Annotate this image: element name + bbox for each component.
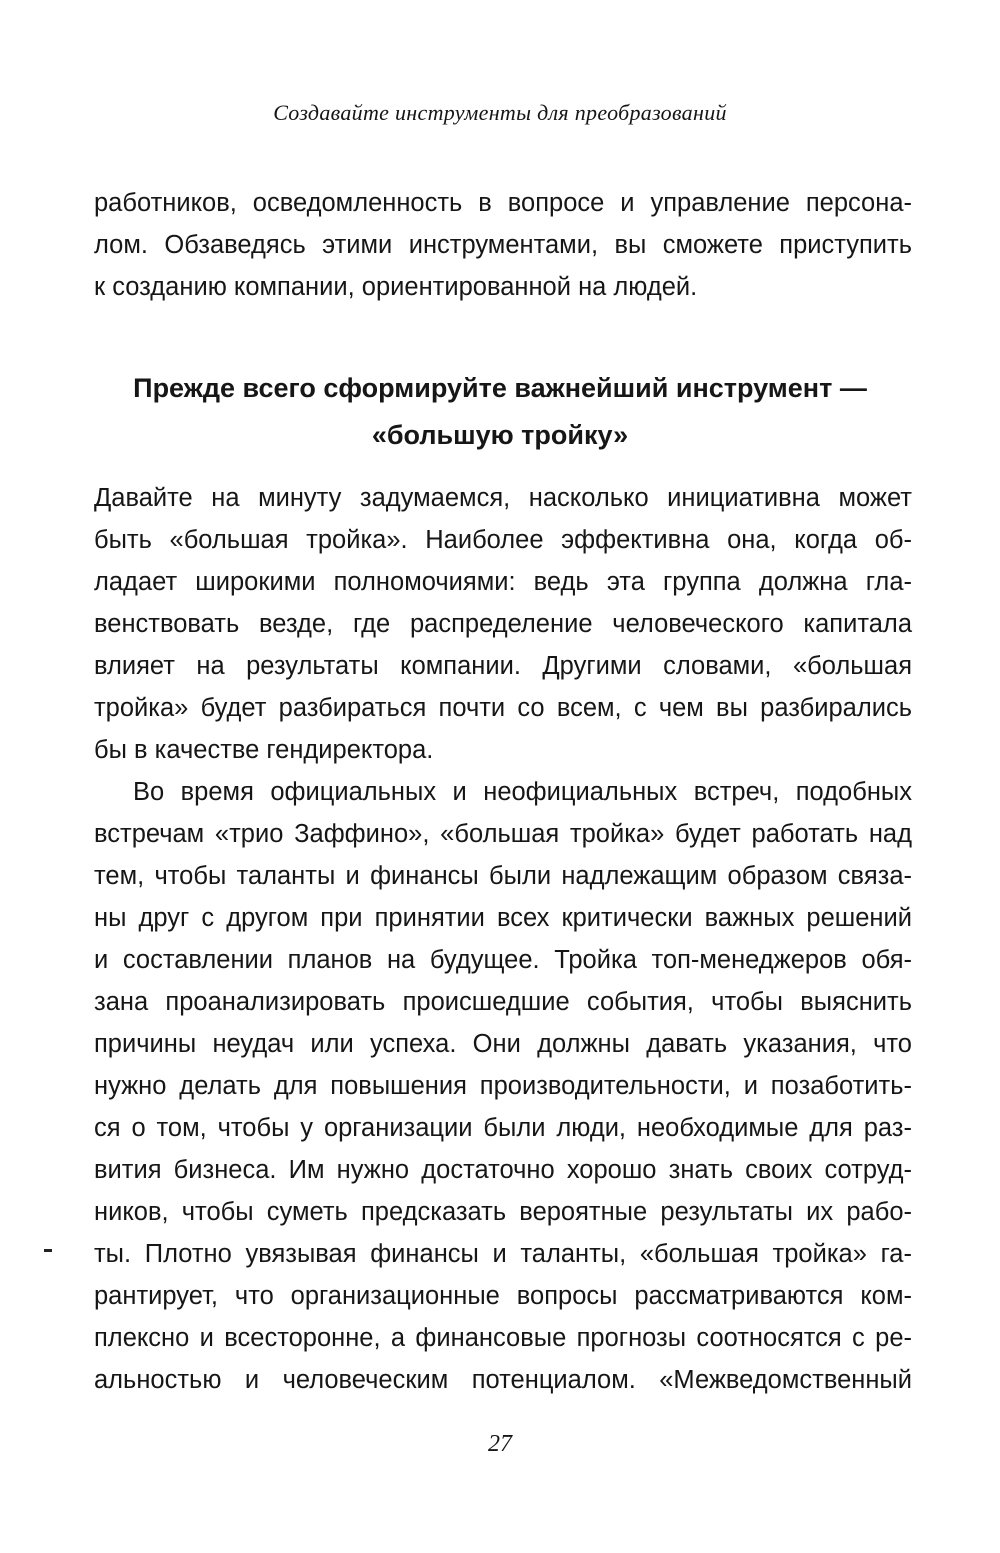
page-number: 27 bbox=[488, 1431, 512, 1457]
paragraph-line: тройка» будет разбираться почти со всем, с чем вы разбирались bbox=[94, 694, 912, 722]
paragraph-line: ся о том, чтобы у организации были люди, необходимые для раз- bbox=[94, 1114, 912, 1142]
paragraph-line: бы в качестве гендиректора. bbox=[94, 736, 434, 764]
intro-line: работников, осведомленность в вопросе и управление персона- bbox=[94, 189, 912, 217]
paragraph-line: Давайте на минуту задумаемся, насколько инициативна может bbox=[94, 484, 912, 512]
paragraph-line: плексно и всесторонне, а финансовые прогнозы соотносятся с ре- bbox=[94, 1324, 912, 1352]
paragraph-line: причины неудач или успеха. Они должны давать указания, что bbox=[94, 1030, 912, 1058]
paragraph-line: и составлении планов на будущее. Тройка топ-менеджеров обя- bbox=[94, 946, 912, 974]
intro-line: к созданию компании, ориентированной на людей. bbox=[94, 273, 698, 301]
section-heading-line: «большую тройку» bbox=[371, 420, 629, 450]
section-heading-line: Прежде всего сформируйте важнейший инструмент — bbox=[133, 373, 867, 403]
paragraph-line: ников, чтобы суметь предсказать вероятные результаты их рабо- bbox=[94, 1198, 912, 1226]
paragraph-line: вития бизнеса. Им нужно достаточно хорошо знать своих сотруд- bbox=[94, 1156, 912, 1184]
paragraph-line: встречам «трио Заффино», «большая тройка» будет работать над bbox=[94, 820, 912, 848]
intro-line: лом. Обзаведясь этими инструментами, вы сможете приступить bbox=[94, 231, 912, 259]
paragraph-line: влияет на результаты компании. Другими словами, «большая bbox=[94, 652, 912, 680]
paragraph-line: ны друг с другом при принятии всех критически важных решений bbox=[94, 904, 912, 932]
paragraph-line: венствовать везде, где распределение человеческого капитала bbox=[94, 610, 912, 638]
paragraph-line: быть «большая тройка». Наиболее эффективна она, когда об- bbox=[94, 526, 912, 554]
paragraph-line: зана проанализировать происшедшие события, чтобы выяснить bbox=[94, 988, 912, 1016]
paragraph-line: ты. Плотно увязывая финансы и таланты, «большая тройка» га- bbox=[94, 1240, 912, 1268]
margin-mark bbox=[44, 1249, 52, 1252]
paragraph-line: Во время официальных и неофициальных встреч, подобных bbox=[133, 778, 912, 806]
running-header: Создавайте инструменты для преобразований bbox=[273, 100, 727, 125]
paragraph-line: тем, чтобы таланты и финансы были надлежащим образом связа- bbox=[94, 862, 912, 890]
paragraph-line: нужно делать для повышения производительности, и позаботить- bbox=[94, 1072, 912, 1100]
paragraph-line: альностью и человеческим потенциалом. «Межведомственный bbox=[94, 1366, 912, 1394]
paragraph-line: ладает широкими полномочиями: ведь эта группа должна гла- bbox=[94, 568, 912, 596]
paragraph-line: рантирует, что организационные вопросы рассматриваются ком- bbox=[94, 1282, 912, 1310]
